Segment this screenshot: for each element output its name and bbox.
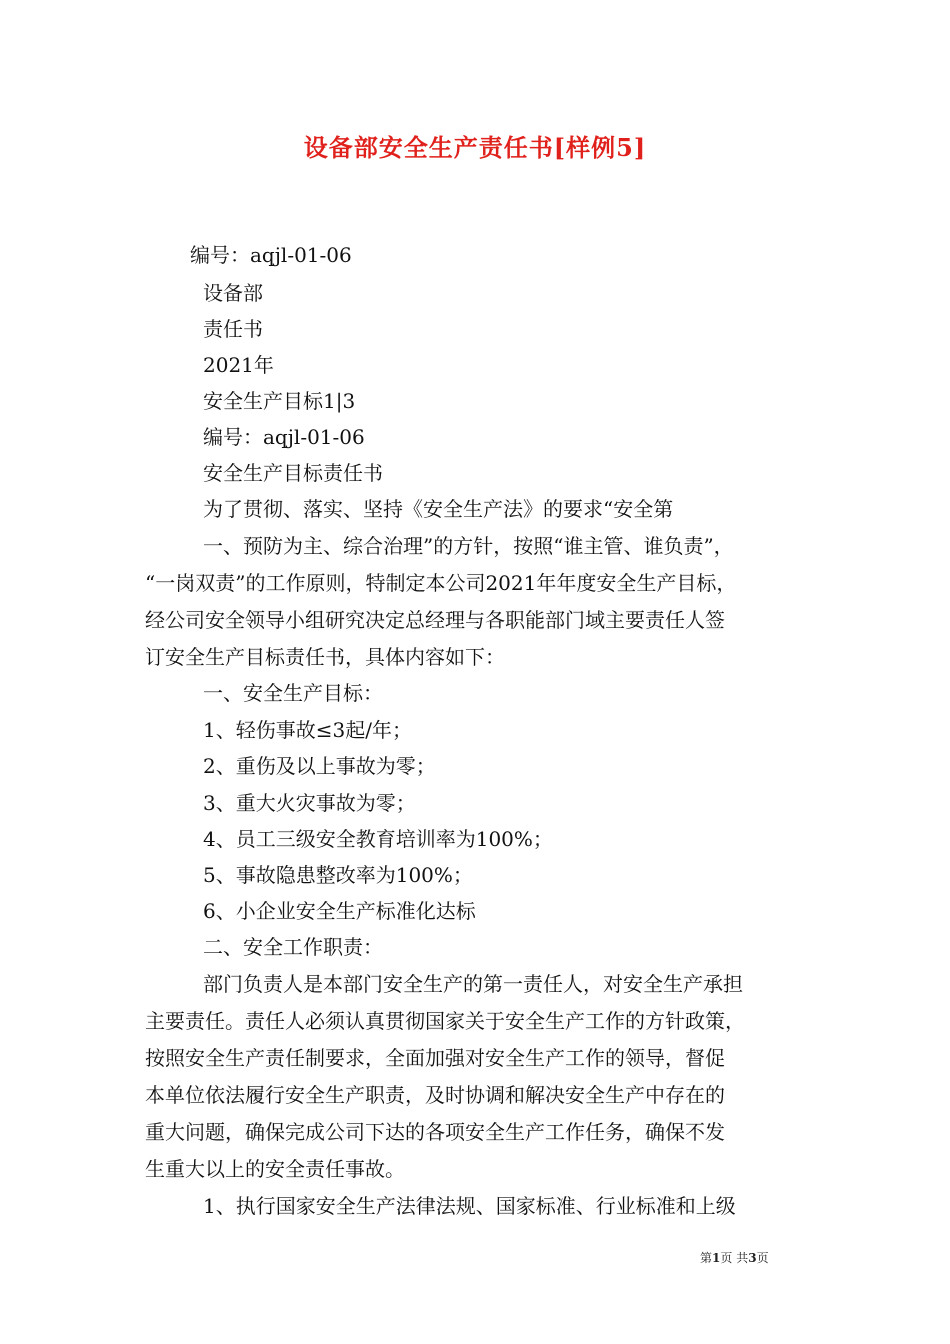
intro-line: 订安全生产目标责任书，具体内容如下： <box>145 645 505 669</box>
intro-line: 一、预防为主、综合治理”的方针，按照“谁主管、谁负责”， <box>203 534 734 558</box>
responsibility-line: 责任书 <box>203 317 263 341</box>
doc-number-line-2: 编号：aqjl-01-06 <box>203 425 365 449</box>
goal-item: 6、小企业安全生产标准化达标 <box>203 899 476 923</box>
goal-item: 5、事故隐患整改率为100%； <box>203 863 473 887</box>
duty-line: 重大问题，确保完成公司下达的各项安全生产工作任务，确保不发 <box>145 1120 725 1144</box>
doc-number-line: 编号：aqjl-01-06 <box>190 243 352 267</box>
year-line: 2021年 <box>203 353 274 377</box>
goal-item: 1、轻伤事故≤3起/年； <box>203 718 412 742</box>
footer-prefix: 第 <box>700 1251 713 1265</box>
target-book-title-line: 安全生产目标责任书 <box>203 461 383 485</box>
section1-heading: 一、安全生产目标： <box>203 681 383 705</box>
goal-item: 4、员工三级安全教育培训率为100%； <box>203 827 553 851</box>
footer-middle: 页 共 <box>720 1251 749 1265</box>
intro-line: “一岗双责”的工作原则，特制定本公司2021年年度安全生产目标， <box>145 571 737 595</box>
department-line: 设备部 <box>203 281 263 305</box>
safety-goal-line: 安全生产目标1|3 <box>203 389 356 413</box>
page-number-footer <box>700 1250 769 1266</box>
item-1-line: 1、执行国家安全生产法律法规、国家标准、行业标准和上级 <box>203 1194 736 1218</box>
duty-line: 生重大以上的安全责任事故。 <box>145 1157 405 1181</box>
goal-item: 2、重伤及以上事故为零； <box>203 754 436 778</box>
duty-line: 按照安全生产责任制要求，全面加强对安全生产工作的领导，督促 <box>145 1046 725 1070</box>
duty-line: 部门负责人是本部门安全生产的第一责任人，对安全生产承担 <box>203 972 743 996</box>
current-page-number: 1 <box>712 1251 721 1265</box>
footer-suffix: 页 <box>756 1251 769 1265</box>
document-title: 设备部安全生产责任书[样例5] <box>303 133 647 162</box>
goal-item: 3、重大火灾事故为零； <box>203 791 416 815</box>
total-pages-number: 3 <box>748 1251 757 1265</box>
section2-heading: 二、安全工作职责： <box>203 935 383 959</box>
duty-line: 本单位依法履行安全生产职责，及时协调和解决安全生产中存在的 <box>145 1083 725 1107</box>
intro-line: 为了贯彻、落实、坚持《安全生产法》的要求“安全第 <box>203 497 674 521</box>
intro-line: 经公司安全领导小组研究决定总经理与各职能部门域主要责任人签 <box>145 608 725 632</box>
duty-line: 主要责任。责任人必须认真贯彻国家关于安全生产工作的方针政策， <box>145 1009 745 1033</box>
